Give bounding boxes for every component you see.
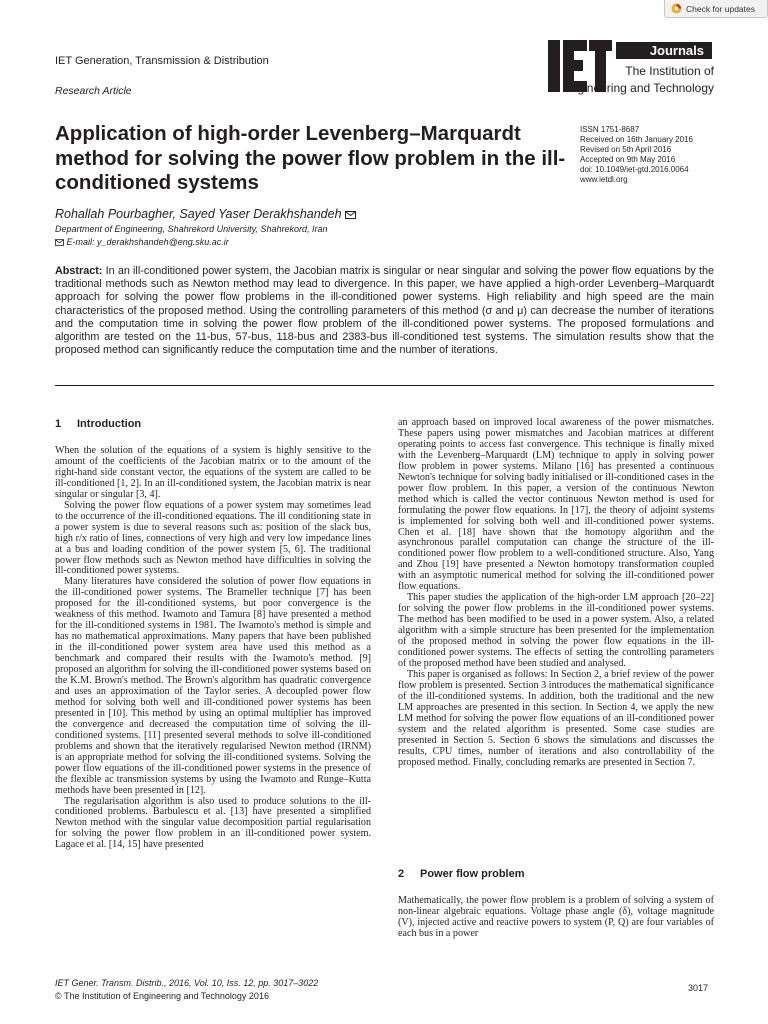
journal-citation: IET Gener. Transm. Distrib., 2016, Vol. 10, Iss. 12, pp. 3017–3022 — [55, 978, 319, 988]
corresponding-email[interactable] — [55, 237, 229, 247]
logo-journals: Journals — [616, 42, 712, 59]
affiliation: Department of Engineering, Shahrekord University, Shahrekord, Iran — [55, 224, 328, 234]
body-column-right — [398, 418, 714, 769]
authors — [55, 207, 356, 221]
paragraph: an approach based on improved local awareness of the power mismatches. These papers using power mismatches and Jacobian matrices at different operating points to access fast convergence. This technique is finally mixed with the Levenberg–Marquardt (LM) technique to apply in solving power flow problem in power systems. Milano [16] has presented a continuous Newton's technique for solving badly initialised or ill-conditioned cases in the power flow problem. In this paper, a version of the continuous Newton method which is called the vector continuous Newton method is used for formulating the power flow equations. In [17], the theory of adjoint systems is implemented for solving both well and ill-conditioned power systems. Chen et al. [18] have shown that the homotopy algorithm and the asynchronous parallel computation can change the structure of the ill-conditioned power flow problem to a well-conditioned structure. Also, Yang and Zhou [19] have presented a Newton homotopy transformation coupled with an asymptotic numerical method for solving the ill-conditioned power flow equations. — [398, 417, 714, 593]
section-number: 1 — [55, 418, 62, 430]
revised-date: Revised on 5th April 2016 — [580, 145, 672, 154]
author-names: Rohallah Pourbagher, Sayed Yaser Derakhshandeh — [55, 207, 342, 221]
doi-link[interactable]: doi: 10.1049/iet-gtd.2016.0064 — [580, 165, 689, 174]
abstract — [55, 265, 714, 357]
abstract-label: Abstract: — [55, 265, 103, 277]
crossmark-icon — [671, 3, 682, 14]
logo-institution-line2: Engineering and Technology — [562, 81, 714, 95]
paragraph: Mathematically, the power flow problem is a problem of solving a system of non-linear algebraic equations. Voltage phase angle (δ), voltage magnitude (V), injected active and reactive powers to system (P, Q) are four variables of each bus in a power — [398, 895, 714, 939]
copyright: © The Institution of Engineering and Technology 2016 — [55, 991, 269, 1001]
paragraph: Many literatures have considered the solution of power flow equations in the ill-conditioned power systems. The Brameller technique [7] has been proposed for the ill-conditioned systems, but poor convergence is the weakness of this method. Iwamoto and Tamura [8] have presented a method for the ill-conditioned systems in 1981. The Iwamoto's method is simple and has no mathematical approximations. Many papers that have been published in the ill-conditioned power system area have used this method as a benchmark and compared their results with the Iwamoto's method. [9] proposed an algorithm for solving the ill-conditioned power systems based on the K.M. Brown's method. The Brown's algorithm has quadratic convergence and uses an approximation of the Taylor series. A decoupled power flow method for solving both well and ill-conditioned power systems has been presented in [10]. This method by using an optimal multiplier has improved the convergence and decreased the computation time of solving the ill-conditioned systems. [11] presented several methods to solve ill-conditioned problems and shown that the iteratively regularised Newton method (IRNM) is an appropriate method for solving the ill-conditioned systems. Solving the power flow equations of the ill-conditioned power systems in the presence of the flexible ac transmission systems by using the Iwamoto and Runge–Kutta methods have been presented in [12]. — [55, 576, 371, 796]
envelope-icon[interactable] — [345, 211, 356, 219]
abstract-text: In an ill-conditioned power system, the Jacobian matrix is singular or near singular and solving the power flow equations by the traditional methods such as Newton method may lead to divergence. In this paper, we have applied a high-order Levenberg–Marquardt approach for solving the power flow problems in the ill-conditioned power systems. High reliability and high speed are the main characteristics of the proposed method. Using the controlling parameters of this method (σ and μ) can decrease the number of iterations and the computation time in solving the power flow problem of the ill-conditioned power systems. The proposed formulations and algorithm are tested on the 11-bus, 57-bus, 118-bus and 2383-bus ill-conditioned test systems. The simulation results show that the proposed method can significantly reduce the computation time and the number of iterations. — [55, 265, 714, 357]
envelope-icon — [55, 239, 64, 246]
accepted-date: Accepted on 9th May 2016 — [580, 155, 676, 164]
received-date: Received on 16th January 2016 — [580, 135, 693, 144]
abstract-divider — [55, 385, 714, 386]
section-heading-power-flow-problem — [398, 868, 525, 880]
email-address: E-mail: y_derakhshandeh@eng.sku.ac.ir — [66, 237, 229, 247]
section-title: Power flow problem — [420, 868, 525, 880]
iet-journals-logo[interactable] — [548, 40, 714, 96]
paragraph: Solving the power flow equations of a power system may sometimes lead to the occurrence of the ill-conditioned equations. The ill conditioning state in a power system is due to several reasons such as: position of the slack bus, high r/x ratio of lines, connections of very high and very low impedance lines at a bus and loading condition of the power system [5, 6]. The traditional power flow methods such as Newton method have difficulties in solving the ill-conditioned power systems. — [55, 499, 371, 577]
body-column-left — [55, 446, 371, 851]
body-column-right-section2 — [398, 896, 714, 940]
paragraph: The regularisation algorithm is also used to produce solutions to the ill-conditioned problems. Barbulescu et al. [13] have presented a simplified Newton method with the singular value decomposition partial regularisation for solving the power flow problem in an ill-conditioned power system. Lagace et al. [14, 15] have presented — [55, 795, 371, 851]
article-meta — [580, 125, 730, 185]
check-for-updates-label: Check for updates — [686, 3, 755, 14]
journal-name: IET Generation, Transmission & Distribution — [55, 55, 269, 67]
section-title: Introduction — [77, 418, 142, 430]
section-heading-introduction — [55, 418, 141, 430]
section-number: 2 — [398, 868, 405, 880]
article-type: Research Article — [55, 85, 132, 97]
article-title: Application of high-order Levenberg–Marquardt method for solving the power flow problem in the ill-conditioned systems — [55, 122, 566, 194]
paragraph: When the solution of the equations of a system is highly sensitive to the amount of the coefficients of the Jacobian matrix or to the amount of the right-hand side constant vector, the equations of the system are called to be ill-conditioned [1, 2]. In an ill-conditioned system, the Jacobian matrix is near singular or singular [3, 4]. — [55, 445, 371, 500]
issn: ISSN 1751-8687 — [580, 125, 640, 134]
paragraph: This paper is organised as follows: In Section 2, a brief review of the power flow problem is presented. Section 3 introduces the mathematical significance of the ill-conditioned systems. In addition, both the traditional and the new LM approaches are presented in this section. In Section 4, we apply the new LM method for solving the power flow equations of an ill-conditioned power system and the related algorithm is presented. Some case studies are presented in Section 5. Section 6 shows the simulations and discusses the results, CPU times, number of iterations and also controllability of the proposed method. Finally, concluding remarks are presented in Section 7. — [398, 668, 714, 768]
page-number: 3017 — [688, 983, 709, 993]
website-link[interactable]: www.ietdl.org — [580, 175, 628, 184]
paragraph: This paper studies the application of the high-order LM approach [20–22] for solving the power flow problems in the ill-conditioned power systems. The method has been modified to be used in a power system. Also, a related algorithm with a simple structure has been presented for the implementation of the proposed method in solving the power flow equations in the ill-conditioned power systems. The effects of setting the controlling parameters of the proposed method have been studied and analysed. — [398, 592, 714, 669]
check-for-updates-button[interactable] — [664, 0, 768, 18]
logo-institution-line1: The Institution of — [625, 64, 714, 78]
